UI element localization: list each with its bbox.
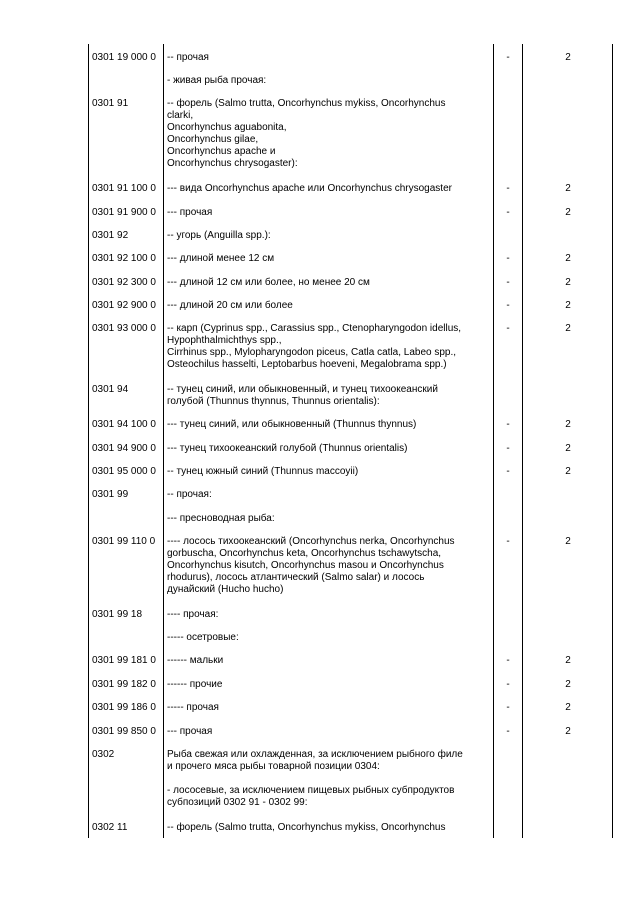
description-line: ---- прочая: <box>167 609 219 620</box>
description-line: ---- лосось тихоокеанский (Oncorhynchus nerka, Oncorhynchus <box>167 536 455 547</box>
duty-rate-cell: 2 <box>565 207 571 218</box>
unit-cell: - <box>506 702 510 713</box>
goods-description <box>167 183 489 195</box>
unit-cell: - <box>506 466 510 477</box>
column-divider-description <box>493 44 494 838</box>
goods-description <box>167 536 489 596</box>
description-line: Hypophthalmichthys spp., <box>167 335 282 346</box>
unit-cell: - <box>506 52 510 63</box>
unit-cell: - <box>506 323 510 334</box>
description-line: --- прочая <box>167 207 213 218</box>
table-border-left <box>88 44 89 838</box>
duty-rate-cell: 2 <box>565 536 571 547</box>
tariff-code: 0301 94 <box>92 384 129 395</box>
goods-description <box>167 384 489 408</box>
description-line: rhodurus), лосось атлантический (Salmo salar) и лосось <box>167 572 425 583</box>
duty-rate-cell: 2 <box>565 183 571 194</box>
goods-description <box>167 655 489 667</box>
tariff-code: 0301 92 900 0 <box>92 300 156 311</box>
tariff-code: 0301 99 110 0 <box>92 536 156 547</box>
description-line: ------ мальки <box>167 655 224 666</box>
description-line: Рыба свежая или охлажденная, за исключением рыбного филе <box>167 749 463 760</box>
description-line: Oncorhynchus apache и <box>167 146 276 157</box>
goods-description <box>167 300 489 312</box>
goods-description <box>167 323 489 371</box>
description-line: --- длиной 20 см или более <box>167 300 293 311</box>
duty-rate-cell: 2 <box>565 323 571 334</box>
duty-rate-cell: 2 <box>565 679 571 690</box>
duty-rate-cell: 2 <box>565 52 571 63</box>
unit-cell: - <box>506 300 510 311</box>
tariff-code: 0301 99 186 0 <box>92 702 156 713</box>
goods-description <box>167 785 489 809</box>
unit-cell: - <box>506 183 510 194</box>
goods-description <box>167 98 489 170</box>
description-line: -- прочая: <box>167 489 212 500</box>
tariff-code: 0301 99 18 <box>92 609 143 620</box>
tariff-code: 0301 99 182 0 <box>92 679 156 690</box>
description-line: --- длиной 12 см или более, но менее 20 см <box>167 277 370 288</box>
description-line: clarki, <box>167 110 194 121</box>
description-line: --- прочая <box>167 726 213 737</box>
description-line: Oncorhynchus aguabonita, <box>167 122 287 133</box>
unit-cell: - <box>506 207 510 218</box>
description-line: --- тунец синий, или обыкновенный (Thunnus thynnus) <box>167 419 417 430</box>
duty-rate-cell: 2 <box>565 443 571 454</box>
tariff-code: 0301 92 300 0 <box>92 277 156 288</box>
goods-description <box>167 253 489 265</box>
description-line: голубой (Thunnus thynnus, Thunnus orientalis): <box>167 396 380 407</box>
unit-cell: - <box>506 443 510 454</box>
goods-description <box>167 702 489 714</box>
tariff-code: 0301 99 <box>92 489 129 500</box>
tariff-code: 0302 11 <box>92 822 128 833</box>
description-line: -- форель (Salmo trutta, Oncorhynchus mykiss, Oncorhynchus <box>167 98 446 109</box>
duty-rate-cell: 2 <box>565 300 571 311</box>
duty-rate-cell: 2 <box>565 702 571 713</box>
goods-description <box>167 207 489 219</box>
tariff-code: 0301 94 100 0 <box>92 419 156 430</box>
description-line: gorbuscha, Oncorhynchus keta, Oncorhynchus tschawytscha, <box>167 548 442 559</box>
goods-description <box>167 466 489 478</box>
description-line: --- пресноводная рыба: <box>167 513 275 524</box>
tariff-code: 0301 91 100 0 <box>92 183 156 194</box>
tariff-code: 0301 99 850 0 <box>92 726 156 737</box>
tariff-code: 0301 93 000 0 <box>92 323 156 334</box>
description-line: -- тунец южный синий (Thunnus maccoyii) <box>167 466 359 477</box>
description-line: --- длиной менее 12 см <box>167 253 275 264</box>
tariff-code: 0301 92 <box>92 230 129 241</box>
description-line: --- вида Oncorhynchus apache или Oncorhynchus chrysogaster <box>167 183 452 194</box>
description-line: - лососевые, за исключением пищевых рыбных субпродуктов <box>167 785 455 796</box>
column-divider-code <box>163 44 164 838</box>
unit-cell: - <box>506 679 510 690</box>
description-line: Oncorhynchus kisutch, Oncorhynchus masou и Oncorhynchus <box>167 560 444 571</box>
table-border-right <box>612 44 613 838</box>
goods-description <box>167 632 489 644</box>
description-line: - живая рыба прочая: <box>167 75 267 86</box>
goods-description <box>167 726 489 738</box>
goods-description <box>167 230 489 242</box>
unit-cell: - <box>506 536 510 547</box>
unit-cell: - <box>506 277 510 288</box>
duty-rate-cell: 2 <box>565 726 571 737</box>
description-line: Cirrhinus spp., Mylopharyngodon piceus, Catla catla, Labeo spp., <box>167 347 457 358</box>
goods-description <box>167 277 489 289</box>
description-line: ----- осетровые: <box>167 632 239 643</box>
description-line: и прочего мяса рыбы товарной позиции 0304: <box>167 761 380 772</box>
description-line: Oncorhynchus chrysogaster): <box>167 158 298 169</box>
description-line: Oncorhynchus gilae, <box>167 134 259 145</box>
tariff-code: 0302 <box>92 749 115 760</box>
description-line: Osteochilus hasselti, Leptobarbus hoeveni, Megalobrama spp.) <box>167 359 447 370</box>
tariff-code: 0301 94 900 0 <box>92 443 156 454</box>
goods-description <box>167 749 489 773</box>
duty-rate-cell: 2 <box>565 466 571 477</box>
goods-description <box>167 443 489 455</box>
unit-cell: - <box>506 655 510 666</box>
goods-description <box>167 609 489 621</box>
tariff-code: 0301 92 100 0 <box>92 253 156 264</box>
description-line: ----- прочая <box>167 702 219 713</box>
description-line: ------ прочие <box>167 679 223 690</box>
goods-description <box>167 75 489 87</box>
description-line: -- тунец синий, или обыкновенный, и тунец тихоокеанский <box>167 384 438 395</box>
description-line: -- карп (Cyprinus spp., Carassius spp., Ctenopharyngodon idellus, <box>167 323 462 334</box>
unit-cell: - <box>506 253 510 264</box>
column-divider-unit <box>522 44 523 838</box>
tariff-code: 0301 19 000 0 <box>92 52 156 63</box>
tariff-code: 0301 99 181 0 <box>92 655 156 666</box>
tariff-code: 0301 91 <box>92 98 129 109</box>
description-line: -- угорь (Anguilla spp.): <box>167 230 271 241</box>
unit-cell: - <box>506 419 510 430</box>
duty-rate-cell: 2 <box>565 277 571 288</box>
goods-description <box>167 489 489 501</box>
unit-cell: - <box>506 726 510 737</box>
goods-description <box>167 679 489 691</box>
description-line: субпозиций 0302 91 - 0302 99: <box>167 797 308 808</box>
description-line: -- прочая <box>167 52 209 63</box>
tariff-code: 0301 95 000 0 <box>92 466 156 477</box>
description-line: -- форель (Salmo trutta, Oncorhynchus mykiss, Oncorhynchus <box>167 822 446 833</box>
goods-description <box>167 822 489 834</box>
duty-rate-cell: 2 <box>565 419 571 430</box>
goods-description <box>167 419 489 431</box>
goods-description <box>167 513 489 525</box>
description-line: --- тунец тихоокеанский голубой (Thunnus orientalis) <box>167 443 408 454</box>
tariff-code: 0301 91 900 0 <box>92 207 156 218</box>
goods-description <box>167 52 489 64</box>
duty-rate-cell: 2 <box>565 655 571 666</box>
duty-rate-cell: 2 <box>565 253 571 264</box>
description-line: дунайский (Hucho hucho) <box>167 584 284 595</box>
